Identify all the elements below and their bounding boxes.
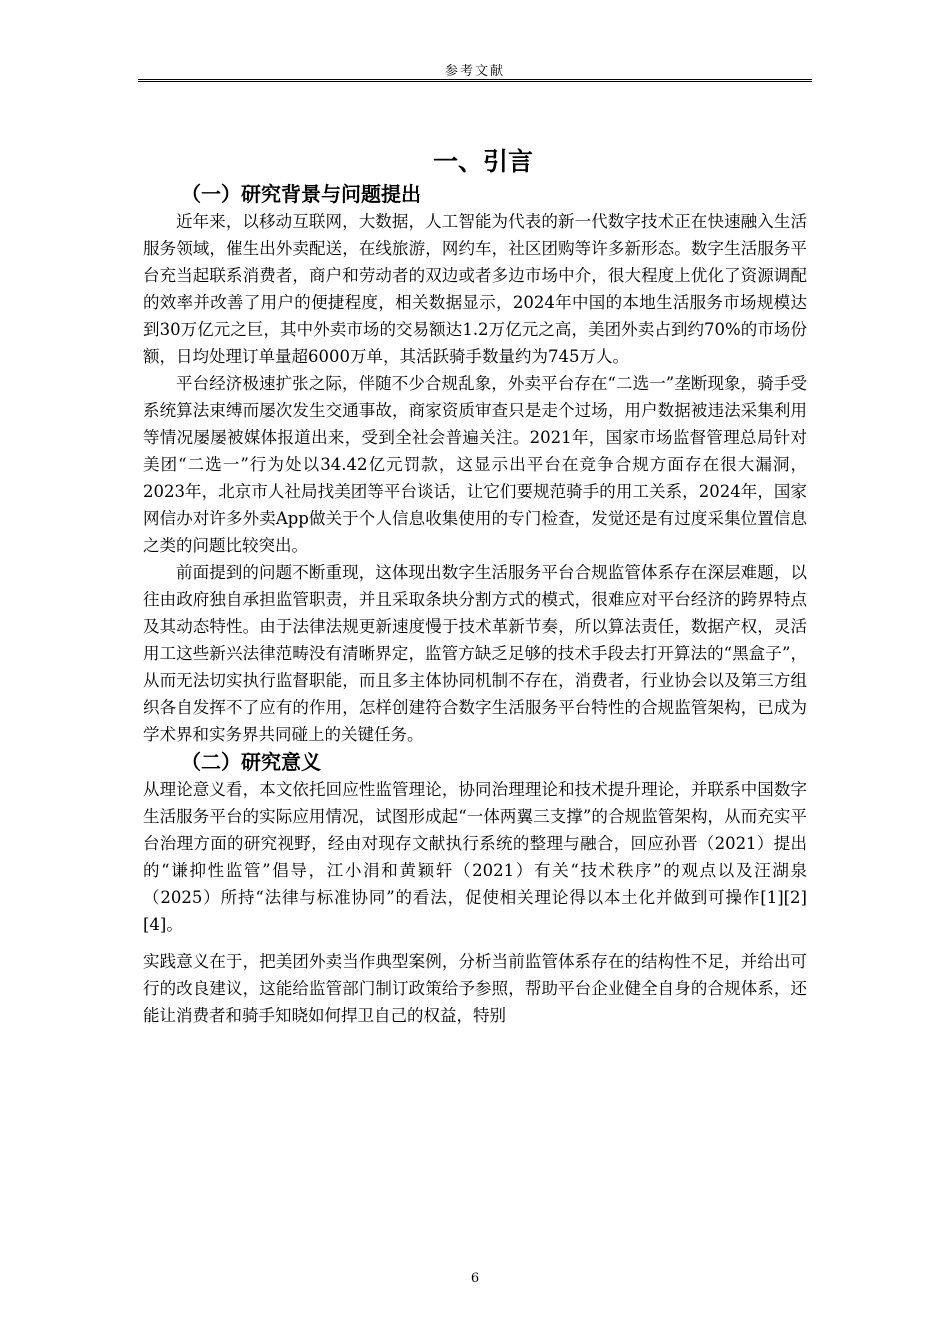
page-body [143, 144, 807, 1029]
paragraph-background-1: 近年来，以移动互联网，大数据，人工智能为代表的新一代数字技术正在快速融入生活服务领域，催生出外卖配送，在线旅游，网约车，社区团购等许多新形态。数字生活服务平台充当起联系消费者，商户和劳动者的双边或者多边市场中介，很大程度上优化了资源调配的效率并改善了用户的便捷程度，相关数据显示，2024年中国的本地生活服务市场规模达到30万亿元之巨，其中外卖市场的交易额达1.2万亿元之高，美团外卖占到约70%的市场份额，日均处理订单量超6000万单，其活跃骑手数量约为745万人。 [143, 212, 807, 366]
paragraph-background-3: 前面提到的问题不断重现，这体现出数字生活服务平台合规监管体系存在深层难题，以往由政府独自承担监管职责，并且采取条块分割方式的模式，很难应对平台经济的跨界特点及其动态特性。由于法律法规更新速度慢于技术革新节奏，所以算法责任，数据产权，灵活用工这些新兴法律范畴没有清晰界定，监管方缺乏足够的技术手段去打开算法的“黑盒子”，从而无法切实执行监督职能，而且多主体协同机制不存在，消费者，行业协会以及第三方组织各自发挥不了应有的作用，怎样创建符合数字生活服务平台特性的合规监管架构，已成为学术界和实务界共同碰上的关键任务。 [143, 563, 807, 744]
paragraph-significance-2: 实践意义在于，把美团外卖当作典型案例，分析当前监管体系存在的结构性不足，并给出可行的改良建议，这能给监管部门制订政策给予参照，帮助平台企业健全自身的合规体系，还能让消费者和骑手知晓如何捍卫自己的权益，特别 [143, 952, 807, 1025]
paragraph-significance-1: 从理论意义看，本文依托回应性监管理论，协同治理理论和技术提升理论，并联系中国数字生活服务平台的实际应用情况，试图形成起“一体两翼三支撑”的合规监管架构，从而充实平台治理方面的研究视野，经由对现存文献执行系统的整理与融合，回应孙晋（2021）提出的“谦抑性监管”倡导，江小涓和黄颖轩（2021）有关“技术秩序”的观点以及汪湖泉（2025）所持“法律与标准协同”的看法，促使相关理论得以本土化并做到可操作[1][2][4]。 [143, 780, 807, 934]
subsection-title-significance: （二）研究意义 [181, 750, 321, 774]
section-title: 一、引言 [432, 147, 533, 176]
running-header: 参考文献 [444, 64, 505, 79]
paragraph-background-2: 平台经济极速扩张之际，伴随不少合规乱象，外卖平台存在“二选一”垄断现象，骑手受系统算法束缚而屡次发生交通事故，商家资质审查只是走个过场，用户数据被违法采集利用等情况屡屡被媒体报道出来，受到全社会普遍关注。2021年，国家市场监督管理总局针对美团“二选一”行为处以34.42亿元罚款，这显示出平台在竞争合规方面存在很大漏洞，2023年，北京市人社局找美团等平台谈话，让它们要规范骑手的用工关系，2024年，国家网信办对许多外卖App做关于个人信息收集使用的专门检查，发觉还是有过度采集位置信息之类的问题比较突出。 [143, 374, 807, 555]
header-rule [138, 79, 812, 82]
page-number: 6 [470, 1271, 480, 1286]
subsection-title-background: （一）研究背景与问题提出 [181, 182, 421, 206]
